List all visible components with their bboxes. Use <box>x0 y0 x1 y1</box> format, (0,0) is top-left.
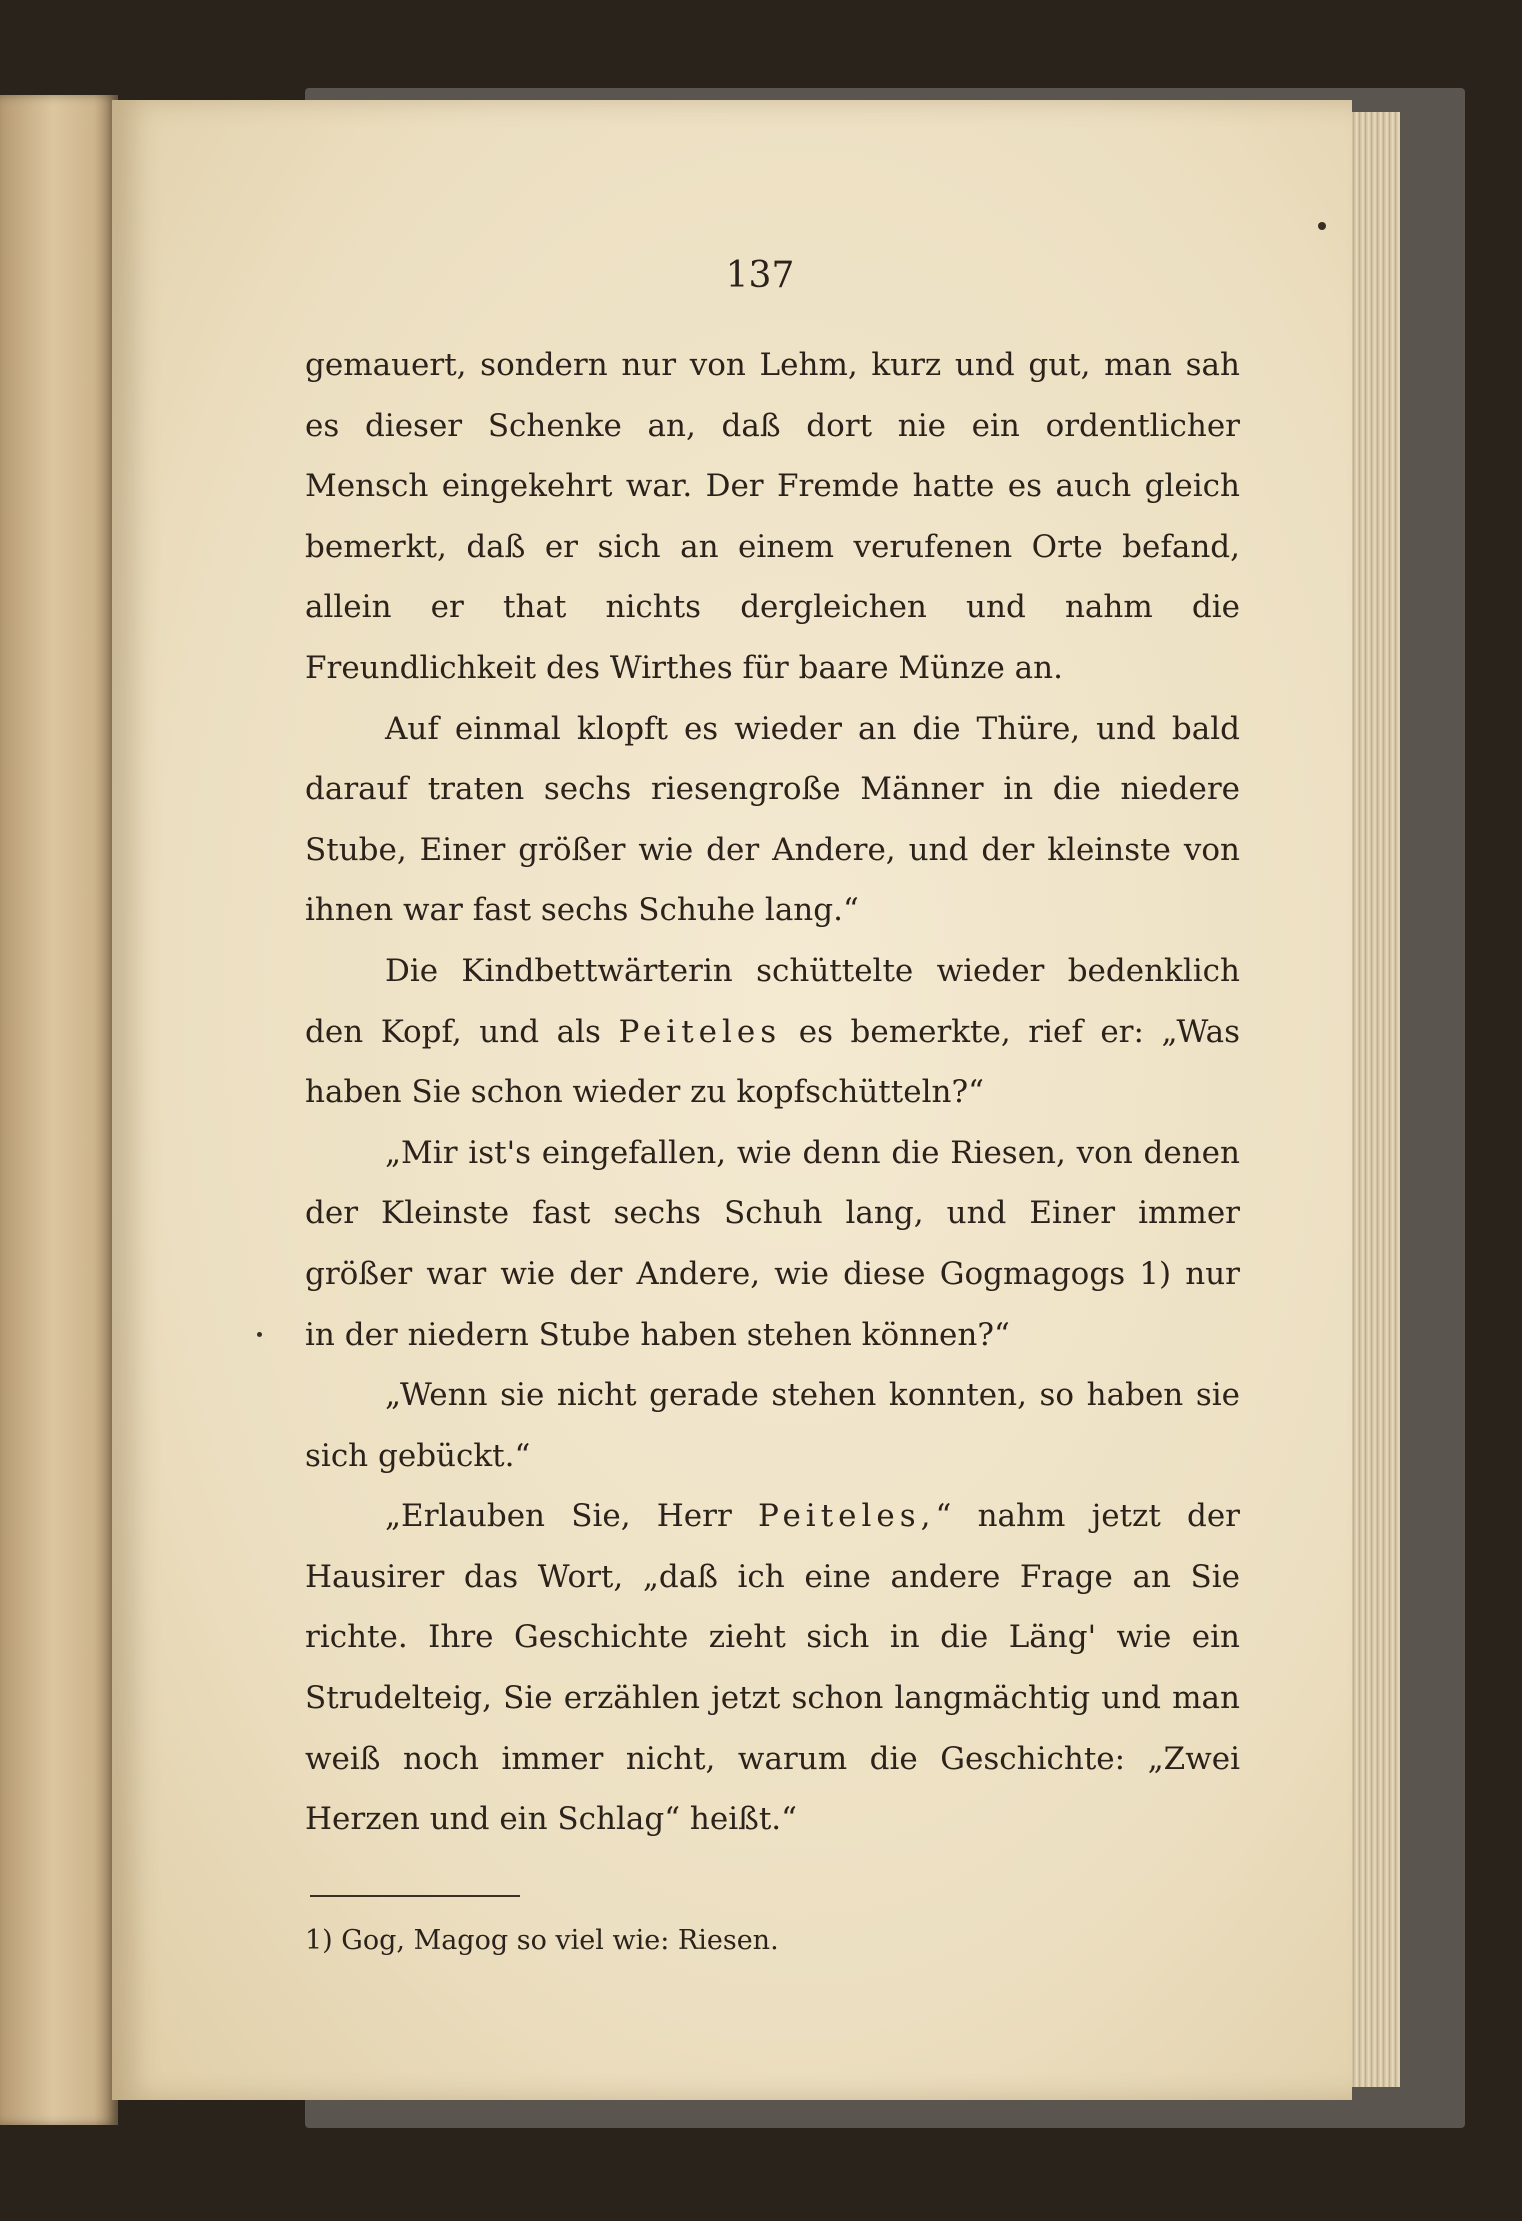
paragraph: „Mir ist's eingefallen, wie denn die Riesen, von denen der Kleinste fast sechs Schuh lang, und Einer immer größer war wie der Andere, wie diese Gogmagogs 1) nur in der niedern Stube haben stehen können?“ <box>305 1134 1240 1353</box>
paragraph <box>305 1486 1240 1850</box>
left-page-edge <box>0 95 118 2125</box>
paragraph-text: es bemerkte, rief er: „Was haben Sie schon wieder zu kopfschütteln?“ <box>305 1013 1240 1111</box>
paragraph-text: “ nahm jetzt der Hausirer das Wort, „daß ich eine andere Frage an Sie richte. Ihre Geschichte zieht sich in die Läng' wie ein Strudelteig, Sie erzählen jetzt schon langmächtig und man weiß noch immer nicht, warum die Geschichte: „Zwei Herzen und ein Schlag“ heißt.“ <box>305 1498 1240 1838</box>
footnote: 1) Gog, Magog so viel wie: Riesen. <box>305 1925 779 1956</box>
page-speck <box>257 1332 262 1337</box>
paragraph: „Wenn sie nicht gerade stehen konnten, so haben sie sich gebückt.“ <box>305 1377 1240 1474</box>
page-speck <box>1318 222 1326 230</box>
body-text <box>305 335 1240 1850</box>
paragraph: gemauert, sondern nur von Lehm, kurz und gut, man sah es dieser Schenke an, daß dort nie ein ordentlicher Mensch eingekehrt war. Der Fremde hatte es auch gleich bemerkt, daß er sich an einem verufenen Orte befand, allein er that nichts dergleichen und nahm die Freundlichkeit des Wirthes für baare Münze an. <box>305 347 1240 686</box>
spaced-name: Peiteles <box>618 1013 782 1050</box>
footnote-rule <box>310 1895 520 1897</box>
paragraph-text: Die Kindbettwärterin schüttelte wieder bedenklich den Kopf, und als <box>305 952 1240 1050</box>
paragraph <box>305 941 1240 1123</box>
page-number: 137 <box>725 255 795 296</box>
paragraph: Auf einmal klopft es wieder an die Thüre, und bald darauf traten sechs riesengroße Männer in die niedere Stube, Einer größer wie der Andere, und der kleinste von ihnen war fast sechs Schuhe lang.“ <box>305 710 1240 929</box>
spaced-name: Peiteles, <box>757 1498 936 1535</box>
paragraph-text: „Erlauben Sie, Herr <box>385 1498 732 1535</box>
